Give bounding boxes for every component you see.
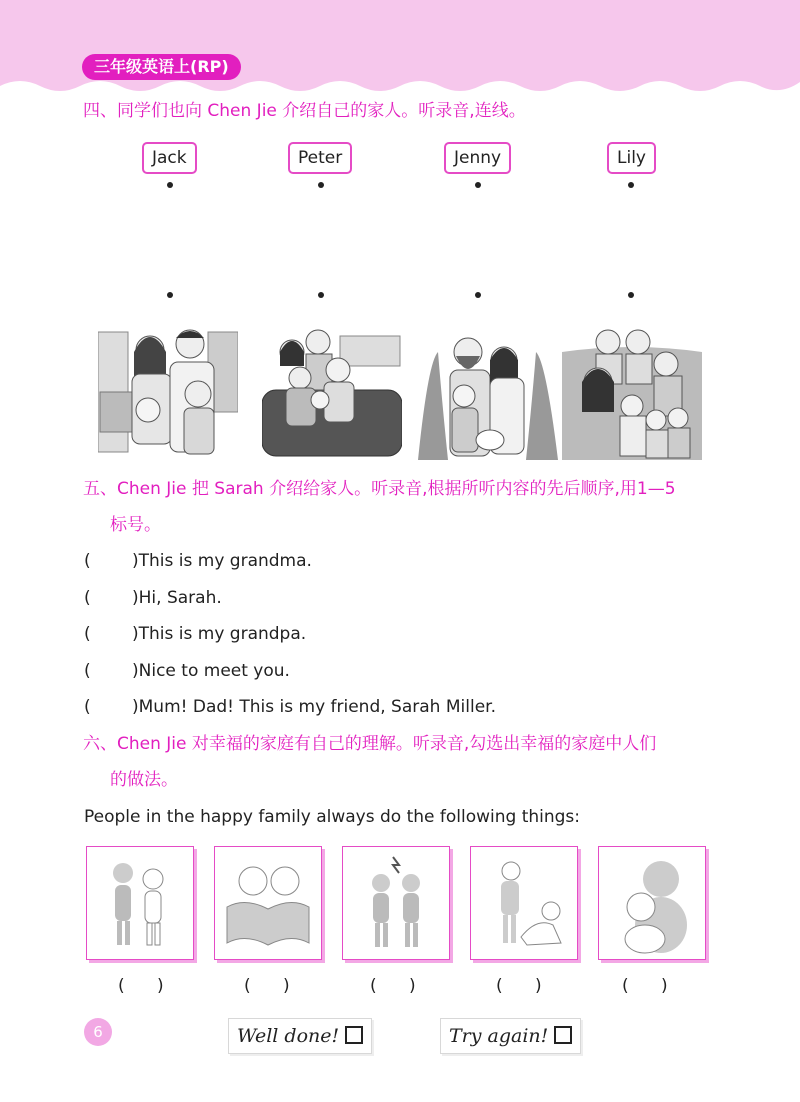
- name-box-jack: Jack: [142, 142, 197, 174]
- match-dot-bottom[interactable]: [628, 292, 634, 298]
- grade-tag: 三年级英语上(RP): [82, 54, 241, 80]
- section5-title-line2: 标号。: [110, 515, 161, 535]
- order-item-text: This is my grandpa.: [138, 624, 307, 644]
- check-answer-bracket[interactable]: ( ): [622, 976, 668, 996]
- section5-title-line1: 五、Chen Jie 把 Sarah 介绍给家人。听录音,根据所听内容的先后顺序,用1—5: [83, 479, 676, 499]
- header-wave-band: [0, 0, 800, 100]
- check-answer-bracket[interactable]: ( ): [118, 976, 164, 996]
- name-box-peter: Peter: [288, 142, 352, 174]
- order-item: ( )This is my grandpa.: [84, 624, 307, 644]
- name-box-jenny: Jenny: [444, 142, 511, 174]
- order-item: ( )Nice to meet you.: [84, 661, 290, 681]
- family-picture-1: [98, 322, 238, 460]
- section6-title-line2: 的做法。: [110, 770, 178, 790]
- family-picture-3: [418, 322, 558, 460]
- order-item: ( )Mum! Dad! This is my friend, Sarah Miller.: [84, 697, 496, 717]
- check-answer-bracket[interactable]: ( ): [244, 976, 290, 996]
- try-again-label: Try again!: [449, 1025, 549, 1047]
- match-dot-top[interactable]: [318, 182, 324, 188]
- match-dot-bottom[interactable]: [167, 292, 173, 298]
- answer-bracket[interactable]: (: [84, 588, 91, 608]
- match-dot-bottom[interactable]: [475, 292, 481, 298]
- family-picture-4: [562, 322, 702, 460]
- well-done-checkbox[interactable]: [345, 1026, 363, 1044]
- answer-bracket[interactable]: (: [84, 551, 91, 571]
- behavior-card-hugging: [598, 846, 706, 960]
- order-item-text: Nice to meet you.: [138, 661, 290, 681]
- family-picture-2: [262, 322, 402, 460]
- match-dot-bottom[interactable]: [318, 292, 324, 298]
- behavior-card-whisper: [86, 846, 194, 960]
- answer-bracket[interactable]: (: [84, 661, 91, 681]
- well-done-label: Well done!: [237, 1025, 340, 1047]
- order-item: ( )Hi, Sarah.: [84, 588, 222, 608]
- section4-title: 四、同学们也向 Chen Jie 介绍自己的家人。听录音,连线。: [83, 101, 526, 121]
- answer-bracket[interactable]: (: [84, 697, 91, 717]
- try-again-box: [440, 1018, 581, 1054]
- match-dot-top[interactable]: [475, 182, 481, 188]
- order-item-text: Hi, Sarah.: [138, 588, 222, 608]
- name-box-lily: Lily: [607, 142, 656, 174]
- well-done-box: [228, 1018, 372, 1054]
- section6-statement: People in the happy family always do the following things:: [84, 807, 581, 827]
- order-item-text: Mum! Dad! This is my friend, Sarah Miller.: [138, 697, 496, 717]
- try-again-checkbox[interactable]: [554, 1026, 572, 1044]
- match-dot-top[interactable]: [167, 182, 173, 188]
- behavior-card-arguing: [342, 846, 450, 960]
- behavior-card-reading: [214, 846, 322, 960]
- behavior-card-helping: [470, 846, 578, 960]
- check-answer-bracket[interactable]: ( ): [370, 976, 416, 996]
- match-dot-top[interactable]: [628, 182, 634, 188]
- order-item-text: This is my grandma.: [138, 551, 312, 571]
- order-item: ( )This is my grandma.: [84, 551, 312, 571]
- check-answer-bracket[interactable]: ( ): [496, 976, 542, 996]
- page-number: 6: [84, 1018, 112, 1046]
- section6-title-line1: 六、Chen Jie 对幸福的家庭有自己的理解。听录音,勾选出幸福的家庭中人们: [83, 734, 657, 754]
- answer-bracket[interactable]: (: [84, 624, 91, 644]
